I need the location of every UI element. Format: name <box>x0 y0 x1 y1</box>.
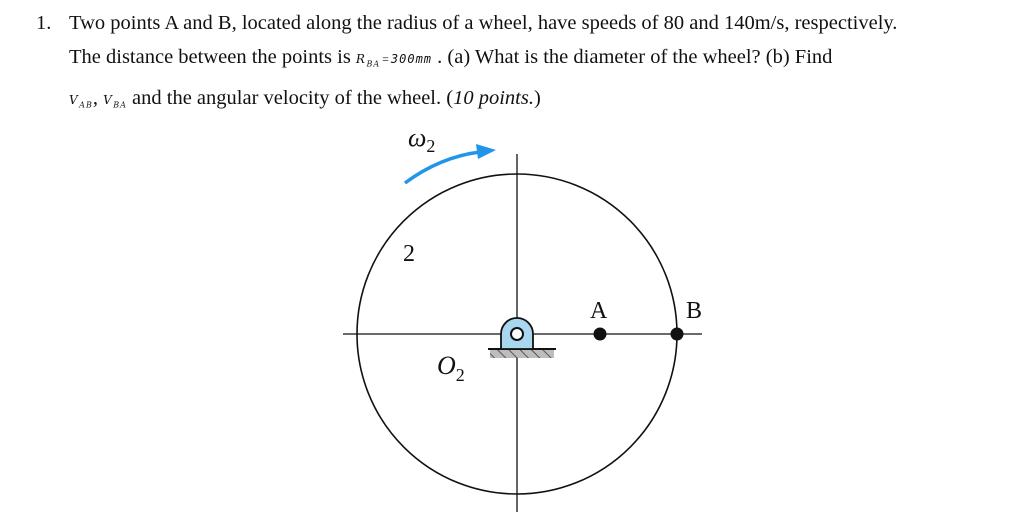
point-a-dot <box>594 328 607 341</box>
r-value: 300mm <box>390 52 433 66</box>
v1-subscript: AB <box>79 100 93 110</box>
v1-symbol: V <box>69 93 80 108</box>
omega-label: $\omega_2$ <box>408 123 436 156</box>
pivot-label: $O_2$ <box>437 351 465 385</box>
link-label: 2 <box>403 241 415 267</box>
problem-line-3-end: ) <box>533 87 541 110</box>
problem-number: 1. <box>36 12 52 34</box>
v2-subscript: BA <box>113 100 127 110</box>
v2-symbol: V <box>103 93 114 108</box>
point-a-label: A <box>590 298 608 324</box>
problem-line-2-pre: The distance between the points is <box>69 46 351 68</box>
problem-line-2-post: . (a) What is the diameter of the wheel? (b) Find <box>437 46 833 68</box>
pivot-pin <box>511 328 523 340</box>
problem-line-3-text: and the angular velocity of the wheel. ( <box>132 87 454 110</box>
comma: , <box>92 87 98 110</box>
arrow-head-icon <box>476 144 496 159</box>
r-subscript: BA <box>366 59 381 69</box>
problem-line-1-text: Two points A and B, located along the radius of a wheel, have speeds of 80 and 140m/s, respectively. <box>69 12 898 34</box>
ground-hatch <box>490 349 554 358</box>
point-b-dot <box>671 328 684 341</box>
points-text: 10 points. <box>453 87 534 110</box>
angular-velocity-arrow <box>405 152 480 183</box>
r-symbol: R <box>355 52 367 66</box>
point-b-label: B <box>686 298 703 324</box>
equals-sign: = <box>382 52 389 66</box>
